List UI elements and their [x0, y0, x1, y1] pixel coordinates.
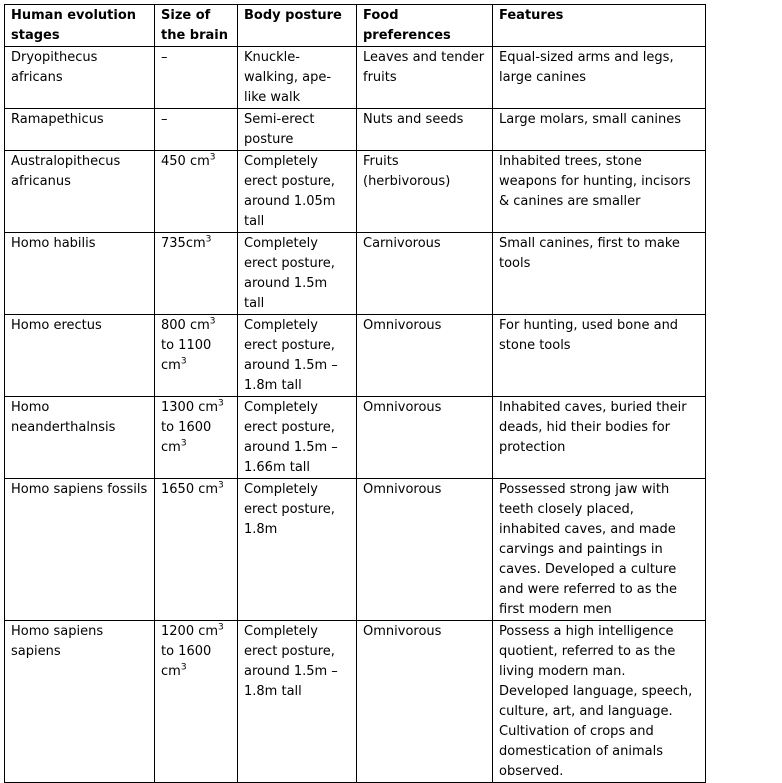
table-row: [5, 233, 706, 315]
cell-stage: Homo neanderthalnsis: [5, 397, 155, 479]
cell-posture: Completely erect posture, around 1.05m tall: [238, 151, 357, 233]
cell-posture: Semi-erect posture: [238, 109, 357, 151]
cell-food: Carnivorous: [357, 233, 493, 315]
cell-brain-size: [155, 397, 238, 479]
cell-food: Omnivorous: [357, 621, 493, 783]
cell-stage: Australopithecus africanus: [5, 151, 155, 233]
cell-features: For hunting, used bone and stone tools: [493, 315, 706, 397]
cell-stage: Homo habilis: [5, 233, 155, 315]
brain-value-min: 800 cm: [161, 318, 210, 333]
cell-features: Small canines, first to make tools: [493, 233, 706, 315]
cell-food: Nuts and seeds: [357, 109, 493, 151]
cell-stage: Ramapethicus: [5, 109, 155, 151]
brain-value-max: to 1600 cm: [161, 420, 212, 455]
brain-value-min: 1200 cm: [161, 624, 219, 639]
cell-features: Large molars, small canines: [493, 109, 706, 151]
cell-stage: Homo sapiens fossils: [5, 479, 155, 621]
unit-superscript: 3: [218, 398, 224, 409]
header-body-posture: Body posture: [238, 5, 357, 47]
cell-brain-size: [155, 151, 238, 233]
brain-value-min: 1300 cm: [161, 400, 219, 415]
cell-posture: Completely erect posture, around 1.5m – 1.8m tall: [238, 315, 357, 397]
cell-features: Possess a high intelligence quotient, referred to as the living modern man. Developed language, speech, culture, art, and language. Cultivation of crops and domestication of animals observed.: [493, 621, 706, 783]
table-row: [5, 47, 706, 109]
cell-posture: Completely erect posture, around 1.5m – 1.8m tall: [238, 621, 357, 783]
table-row: [5, 479, 706, 621]
cell-features: Inhabited trees, stone weapons for hunting, incisors & canines are smaller: [493, 151, 706, 233]
table-row: [5, 315, 706, 397]
cell-features: Inhabited caves, buried their deads, hid their bodies for protection: [493, 397, 706, 479]
unit-superscript: 3: [209, 152, 216, 163]
cell-posture: Completely erect posture, 1.8m: [238, 479, 357, 621]
cell-brain-size: –: [155, 109, 238, 151]
header-stage: Human evolution stages: [5, 5, 155, 47]
header-features: Features: [493, 5, 706, 47]
human-evolution-table: [4, 4, 706, 783]
table-wrapper: [4, 4, 706, 783]
brain-value: 1650 cm: [161, 482, 219, 497]
cell-brain-size: [155, 315, 238, 397]
brain-value: 450 cm: [161, 154, 210, 169]
cell-brain-size: [155, 621, 238, 783]
cell-features: Possessed strong jaw with teeth closely placed, inhabited caves, and made carvings and paintings in caves. Developed a culture and were referred to as the first modern men: [493, 479, 706, 621]
cell-posture: Knuckle-walking, ape-like walk: [238, 47, 357, 109]
cell-food: Fruits (herbivorous): [357, 151, 493, 233]
brain-value-max: to 1100 cm: [161, 338, 212, 373]
unit-superscript: 3: [180, 356, 187, 367]
cell-brain-size: [155, 479, 238, 621]
cell-food: Omnivorous: [357, 315, 493, 397]
unit-superscript: 3: [218, 622, 224, 633]
brain-value: 735cm: [161, 236, 206, 251]
header-row: [5, 5, 706, 47]
cell-posture: Completely erect posture, around 1.5m – 1.66m tall: [238, 397, 357, 479]
cell-stage: Homo erectus: [5, 315, 155, 397]
unit-superscript: 3: [180, 438, 187, 449]
brain-value-max: to 1600 cm: [161, 644, 212, 679]
cell-posture: Completely erect posture, around 1.5m tall: [238, 233, 357, 315]
cell-brain-size: [155, 233, 238, 315]
cell-food: Omnivorous: [357, 479, 493, 621]
unit-superscript: 3: [209, 316, 216, 327]
cell-food: Leaves and tender fruits: [357, 47, 493, 109]
unit-superscript: 3: [218, 480, 224, 491]
unit-superscript: 3: [180, 662, 187, 673]
cell-stage: Dryopithecus africans: [5, 47, 155, 109]
unit-superscript: 3: [205, 234, 212, 245]
header-brain-size: Size of the brain: [155, 5, 238, 47]
table-row: [5, 397, 706, 479]
table-row: [5, 151, 706, 233]
table-row: [5, 621, 706, 783]
header-food-preferences: Food preferences: [357, 5, 493, 47]
table-row: [5, 109, 706, 151]
cell-brain-size: –: [155, 47, 238, 109]
cell-stage: Homo sapiens sapiens: [5, 621, 155, 783]
cell-food: Omnivorous: [357, 397, 493, 479]
cell-features: Equal-sized arms and legs, large canines: [493, 47, 706, 109]
